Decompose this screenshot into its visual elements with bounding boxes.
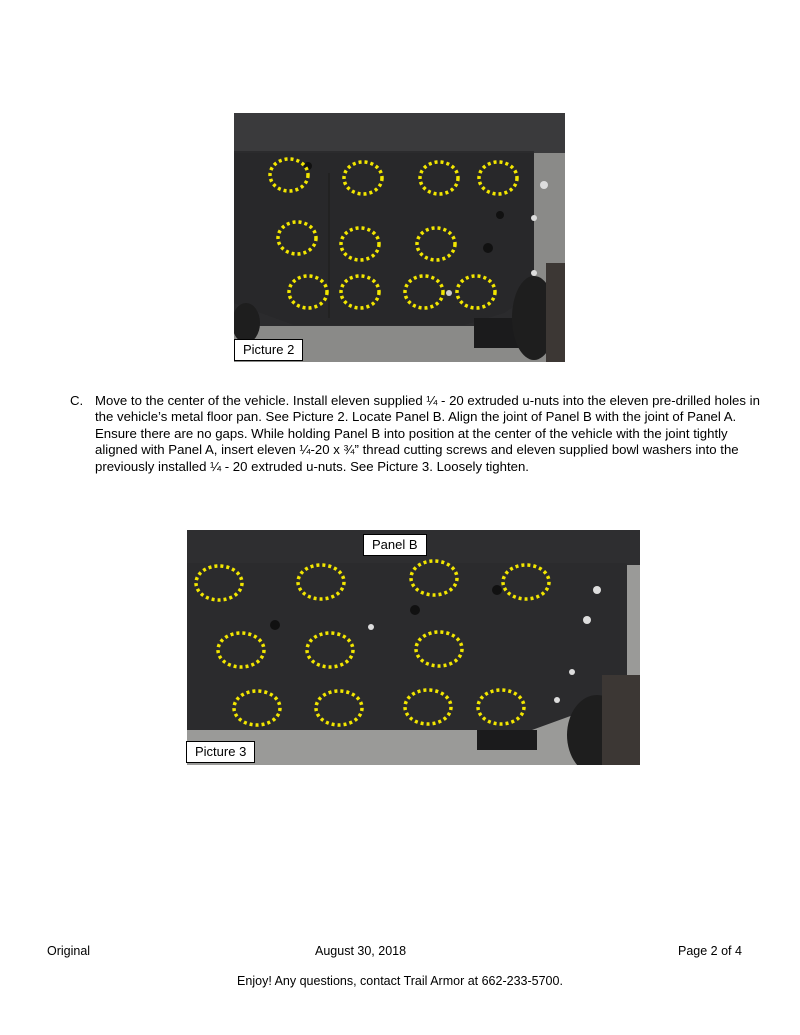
footer-date: August 30, 2018 (315, 944, 407, 958)
floor-pan-illustration (234, 113, 565, 362)
footer-version: Original (47, 944, 91, 958)
panel-b-illustration (187, 530, 640, 765)
footer-contact: Enjoy! Any questions, contact Trail Armor at 662-233-5700. (237, 974, 563, 988)
picture-3-photo (187, 530, 640, 765)
picture-2-caption: Picture 2 (234, 339, 303, 361)
step-letter: C. (70, 393, 84, 408)
panel-b-label: Panel B (363, 534, 427, 556)
footer-page-number: Page 2 of 4 (678, 944, 742, 958)
step-text: Move to the center of the vehicle. Install eleven supplied ¼ - 20 extruded u-nuts into the eleven pre-drilled holes in the vehicle’s metal floor pan. See Picture 2. Locate Panel B. Align the joint of Panel B with the joint of Panel A. Ensure there are no gaps. While holding Panel B into position at the center of the vehicle with the joint tightly aligned with Panel A, insert eleven ¼-20 x ¾” thread cutting screws and eleven supplied bowl washers into the previously installed ¼ - 20 extruded u-nuts. See Picture 3. Loosely tighten. (95, 393, 760, 474)
picture-3-caption: Picture 3 (186, 741, 255, 763)
picture-2-photo (234, 113, 565, 362)
step-c (70, 393, 760, 475)
